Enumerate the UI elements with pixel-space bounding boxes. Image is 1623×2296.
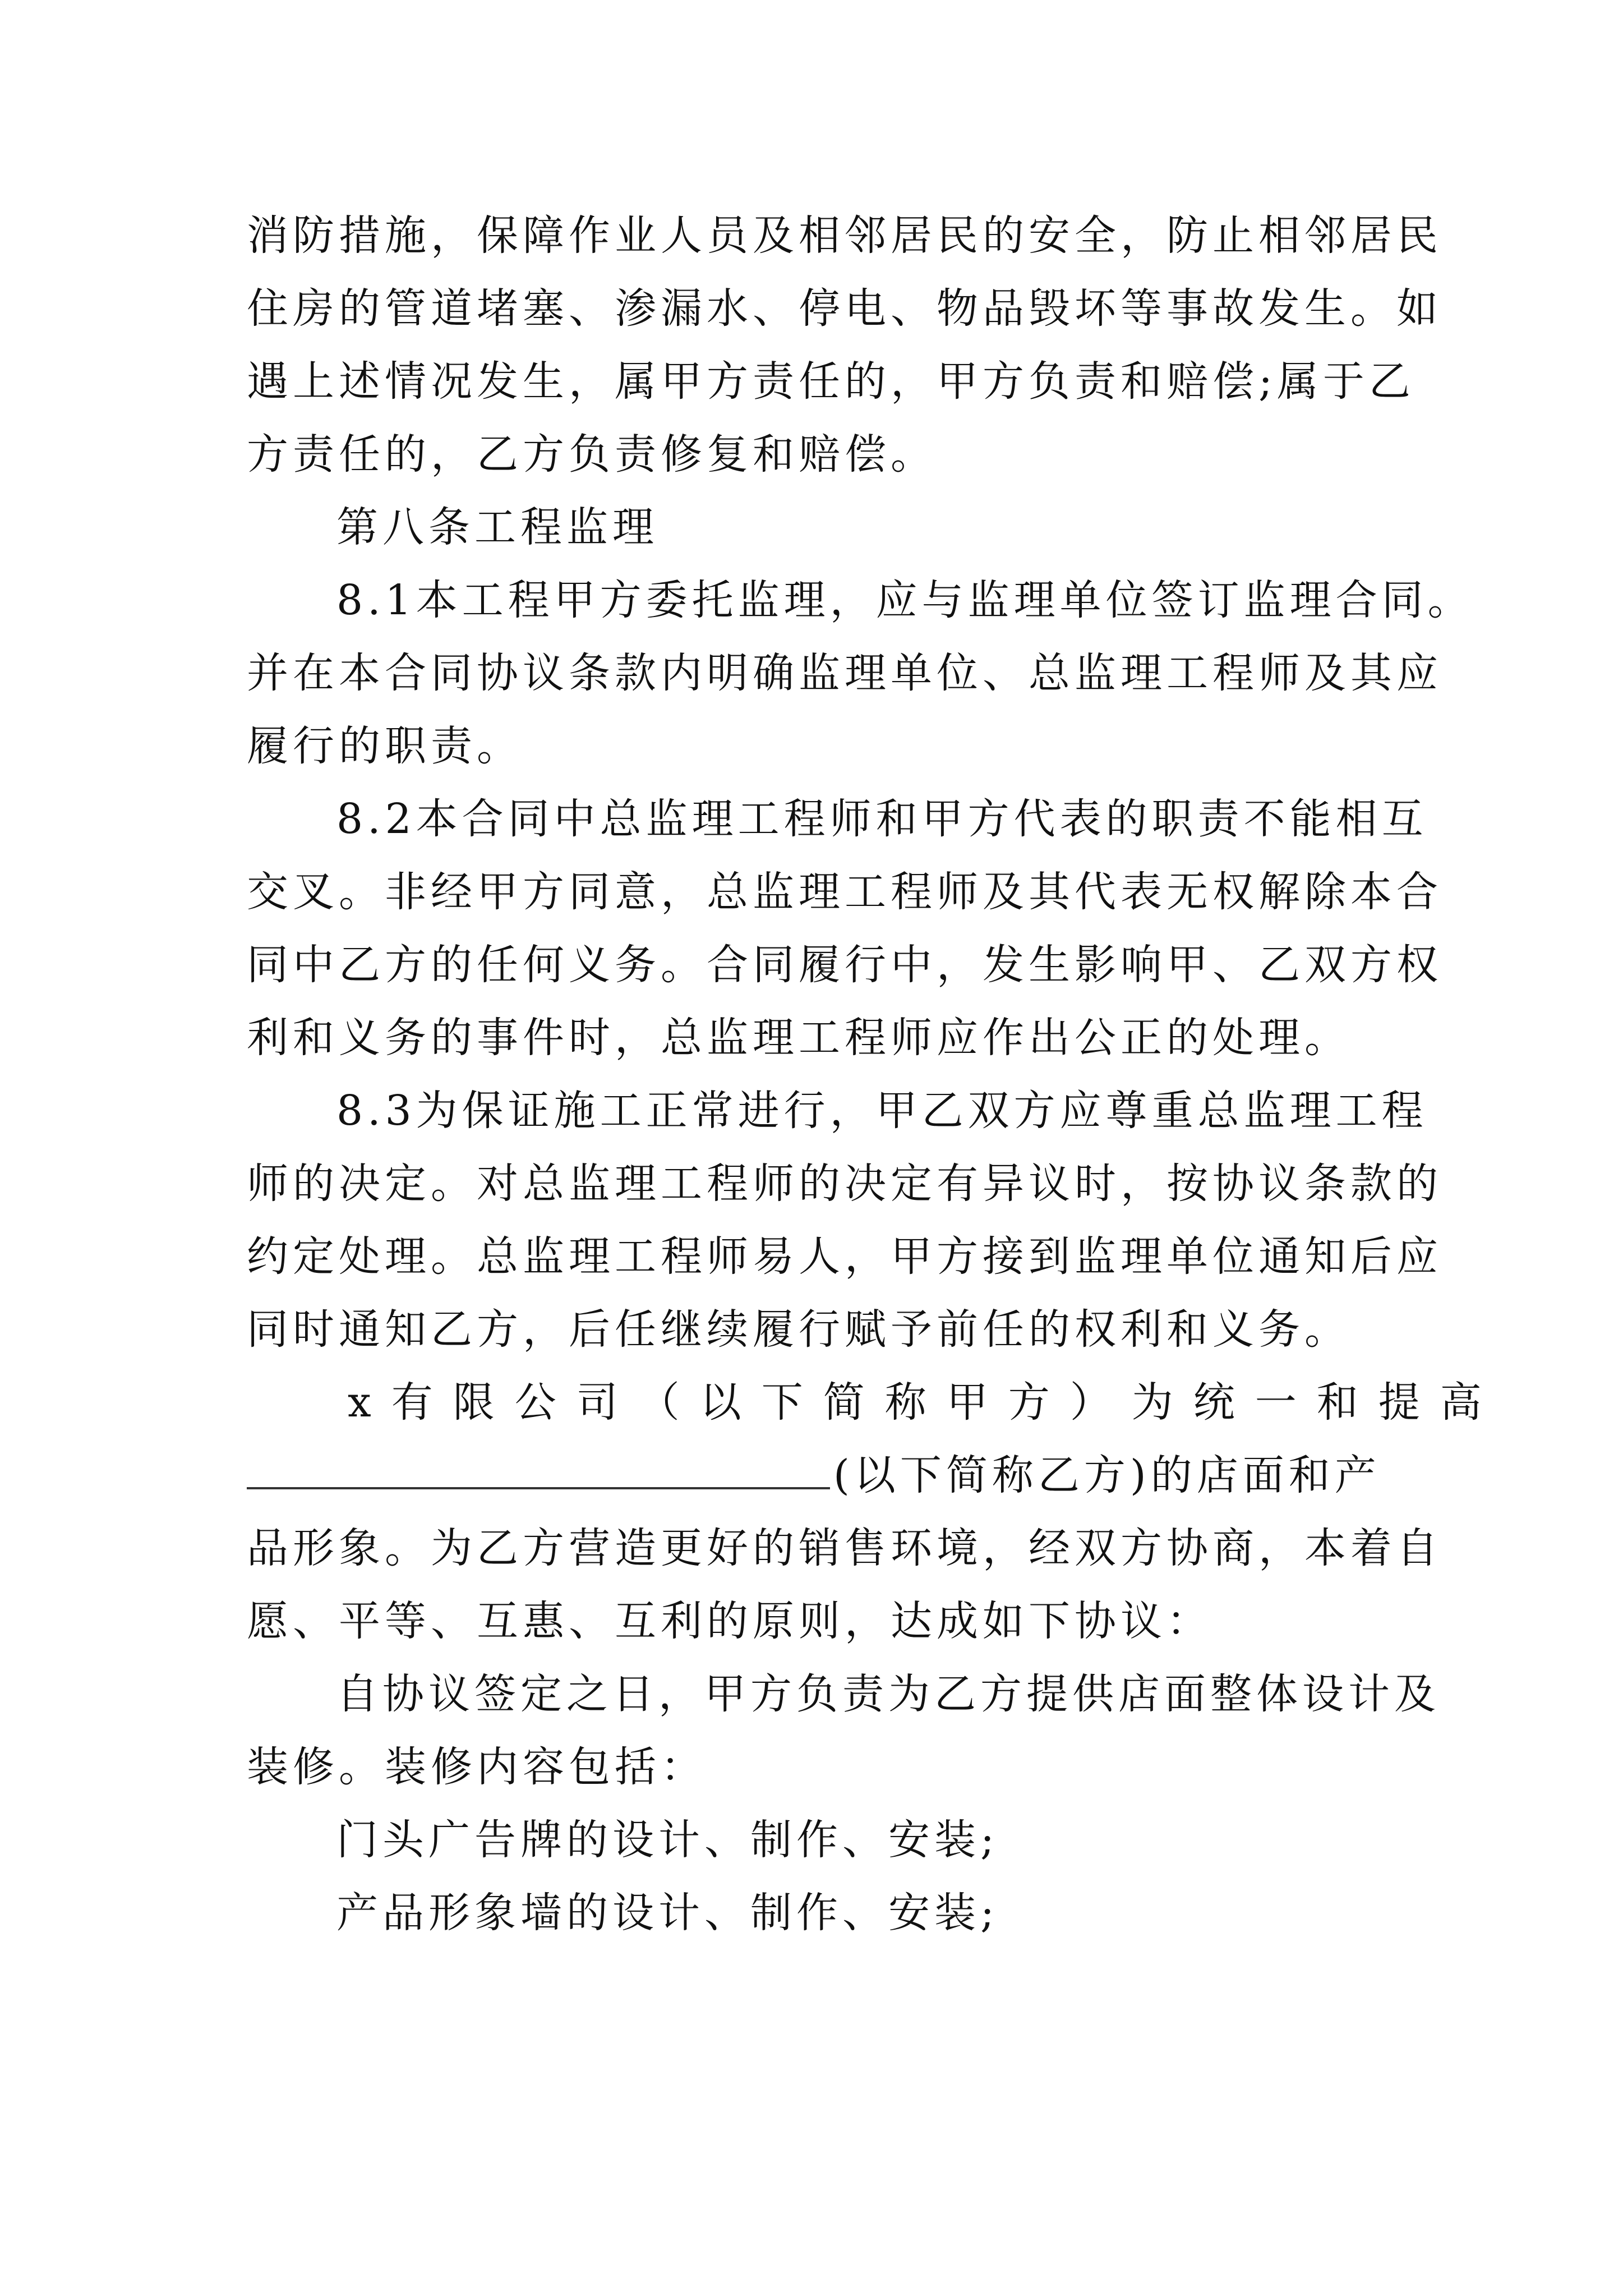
text-line: x有限公司（以下简称甲方）为统一和提高 [348,1378,1502,1427]
text-line: 同时通知乙方，后任继续履行赋予前任的权利和义务。 [247,1305,1350,1354]
text-line: 利和义务的事件时，总监理工程师应作出公正的处理。 [247,1014,1350,1062]
text-line: 遇上述情况发生，属甲方责任的，甲方负责和赔偿;属于乙 [247,357,1415,406]
text-line: 方责任的，乙方负责修复和赔偿。 [247,430,937,478]
text-line: 消防措施，保障作业人员及相邻居民的安全，防止相邻居民 [247,211,1442,260]
text-fragment: (以下简称乙方)的店面和产 [833,1451,1381,1499]
text-line: 并在本合同协议条款内明确监理单位、总监理工程师及其应 [247,649,1442,697]
text-line: 8.2本合同中总监理工程师和甲方代表的职责不能相互 [336,795,1428,843]
text-line-with-blank [247,1447,1381,1503]
text-line: 同中乙方的任何义务。合同履行中，发生影响甲、乙双方权 [247,941,1442,989]
section-heading: 第八条工程监理 [336,503,658,551]
list-item: 门头广告牌的设计、制作、安装; [336,1816,999,1864]
list-item: 产品形象墙的设计、制作、安装; [336,1889,999,1937]
fill-in-blank-line [247,1452,830,1489]
text-line: 8.3为保证施工正常进行，甲乙双方应尊重总监理工程 [336,1087,1428,1135]
text-line: 品形象。为乙方营造更好的销售环境，经双方协商，本着自 [247,1524,1442,1572]
text-line: 8.1本工程甲方委托监理，应与监理单位签订监理合同。 [336,576,1474,624]
text-line: 住房的管道堵塞、渗漏水、停电、物品毁坏等事故发生。如 [247,284,1442,333]
text-line: 装修。装修内容包括： [247,1743,707,1791]
text-line: 交叉。非经甲方同意，总监理工程师及其代表无权解除本合 [247,868,1442,916]
text-line: 自协议签定之日，甲方负责为乙方提供店面整体设计及 [336,1670,1440,1718]
text-line: 履行的职责。 [247,722,523,770]
text-line: 愿、平等、互惠、互利的原则，达成如下协议： [247,1597,1212,1645]
text-line: 师的决定。对总监理工程师的决定有异议时，按协议条款的 [247,1159,1442,1208]
text-line: 约定处理。总监理工程师易人，甲方接到监理单位通知后应 [247,1232,1442,1281]
